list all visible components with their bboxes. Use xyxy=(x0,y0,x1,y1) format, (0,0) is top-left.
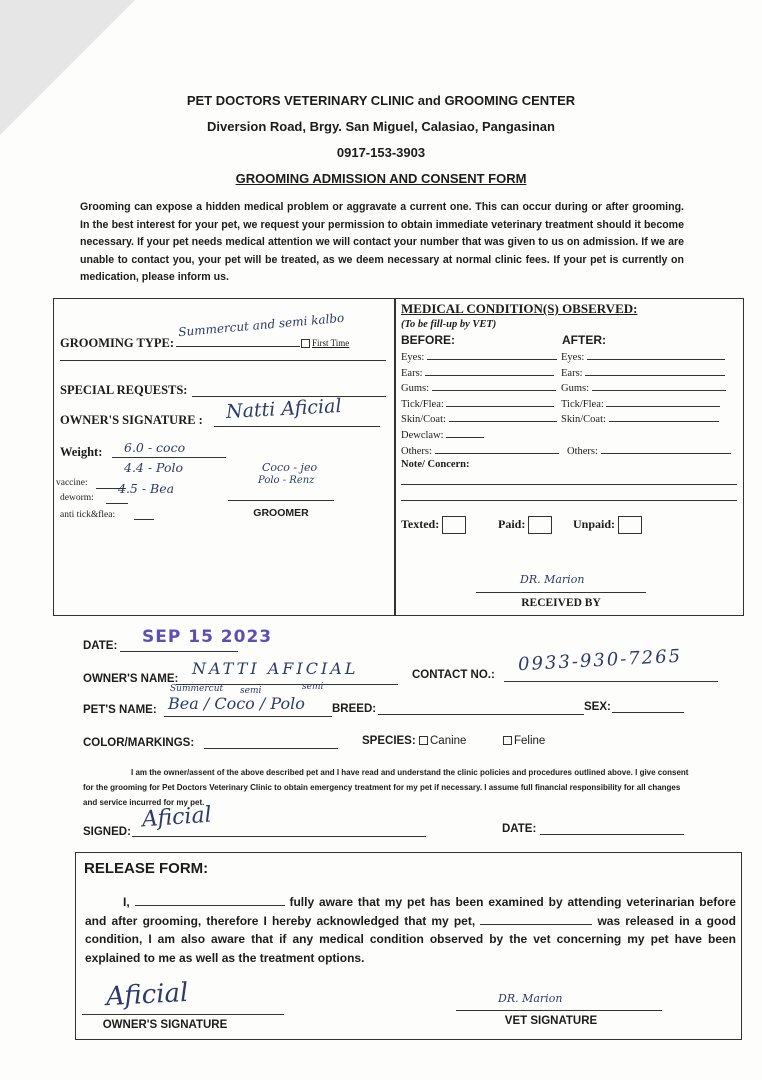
paid-label: Paid: xyxy=(498,516,526,531)
note-label: Note/ Concern: xyxy=(401,459,470,470)
species-label: SPECIES: xyxy=(362,735,416,747)
release-owner-signature: Aficial xyxy=(105,977,190,1013)
antitick-label: anti tick&flea: xyxy=(60,510,116,520)
weight-value-bea: 4.5 - Bea xyxy=(118,481,175,496)
texted-checkbox[interactable] xyxy=(442,516,466,534)
weight-value-polo: 4.4 - Polo xyxy=(124,460,184,475)
scan-corner-fold xyxy=(0,0,135,135)
deworm-label: deworm: xyxy=(60,493,94,503)
feline-checkbox[interactable] xyxy=(503,736,512,745)
date-label: DATE: xyxy=(83,640,118,652)
contact-label: CONTACT NO.: xyxy=(412,669,495,681)
groomer-value-coco: Coco - jeo xyxy=(262,461,318,474)
date-stamp: SEP 15 2023 xyxy=(142,627,273,647)
medical-subtitle: (To be fill-up by VET) xyxy=(401,319,497,330)
signed-line[interactable] xyxy=(132,836,426,837)
owner-name-value: NATTI AFICIAL xyxy=(192,659,359,678)
date2-line[interactable] xyxy=(540,834,684,835)
date2-label: DATE: xyxy=(502,823,537,835)
first-time-label: First Time xyxy=(312,338,350,348)
after-items xyxy=(561,350,731,459)
paid-checkbox[interactable] xyxy=(528,516,552,534)
canine-checkbox[interactable] xyxy=(419,736,428,745)
grooming-extra-line xyxy=(60,360,386,361)
sex-line[interactable] xyxy=(612,712,684,713)
pet-note-2: semi xyxy=(240,686,262,696)
after-label: AFTER: xyxy=(562,333,606,347)
received-signature: DR. Marion xyxy=(520,573,585,586)
before-others: Others: xyxy=(401,444,559,460)
grooming-type-value: Summercut and semi kalbo xyxy=(177,310,345,340)
contact-line[interactable] xyxy=(504,681,718,682)
before-eyes: Eyes: xyxy=(401,350,559,366)
release-pet-line[interactable] xyxy=(480,915,592,925)
note-line-2[interactable] xyxy=(401,500,737,501)
special-requests-label: SPECIAL REQUESTS: xyxy=(60,383,188,397)
release-owner-sig-line[interactable] xyxy=(82,1014,284,1015)
first-time-option[interactable] xyxy=(301,338,349,348)
before-dewclaw: Dewclaw: xyxy=(401,428,559,444)
clinic-phone: 0917-153-3903 xyxy=(336,145,426,160)
texted-option[interactable] xyxy=(401,516,466,534)
vaccine-line[interactable] xyxy=(96,488,126,489)
release-text-2: was released in a good condition, I am also aware that if any medical condition observed by the vet concerning my pet have been explained to me as well as the treatment options. xyxy=(85,913,736,965)
signed-value: Aficial xyxy=(141,802,213,833)
column-divider xyxy=(394,299,396,615)
medical-title: MEDICAL CONDITION(S) OBSERVED: xyxy=(401,301,638,316)
pet-note-3: semi xyxy=(302,682,324,692)
after-ears: Ears: xyxy=(561,366,731,382)
sex-label: SEX: xyxy=(584,701,611,713)
clinic-address: Diversion Road, Brgy. San Miguel, Calasiao, Pangasinan xyxy=(207,119,555,134)
after-skincoat: Skin/Coat: xyxy=(561,412,731,428)
first-time-checkbox[interactable] xyxy=(301,339,310,348)
after-gums: Gums: xyxy=(561,381,731,397)
before-tickflea: Tick/Flea: xyxy=(401,397,559,413)
contact-value: 0933-930-7265 xyxy=(517,645,683,676)
before-ears: Ears: xyxy=(401,366,559,382)
grooming-type-label: GROOMING TYPE: xyxy=(60,336,175,350)
groomer-label: GROOMER xyxy=(253,507,309,519)
release-vet-sig-line[interactable] xyxy=(456,1010,662,1011)
pet-note-1: Summercut xyxy=(170,684,224,694)
pet-name-line[interactable] xyxy=(164,716,332,717)
deworm-line[interactable] xyxy=(106,503,128,504)
pet-name-label: PET'S NAME: xyxy=(83,704,157,716)
release-owner-line[interactable] xyxy=(135,896,285,906)
groomer-line xyxy=(228,500,334,501)
date-line[interactable] xyxy=(120,651,238,652)
release-text-1: fully aware that my pet has been examined by attending veterinarian before and after grooming, therefore I hereby acknowledged that my pet, xyxy=(85,895,736,928)
pet-name-value: Bea / Coco / Polo xyxy=(168,694,305,713)
after-tickflea: Tick/Flea: xyxy=(561,397,731,413)
unpaid-checkbox[interactable] xyxy=(618,516,642,534)
owner-signature-label: OWNER'S SIGNATURE : xyxy=(60,413,203,427)
breed-label: BREED: xyxy=(332,703,377,715)
color-line[interactable] xyxy=(204,748,338,749)
breed-line[interactable] xyxy=(378,714,584,715)
unpaid-label: Unpaid: xyxy=(573,516,616,531)
after-eyes: Eyes: xyxy=(561,350,731,366)
unpaid-option[interactable] xyxy=(573,516,642,534)
before-label: BEFORE: xyxy=(401,333,455,347)
antitick-line[interactable] xyxy=(134,519,154,520)
release-owner-sig-label: OWNER'S SIGNATURE xyxy=(102,1019,228,1031)
weight-value-coco: 6.0 - coco xyxy=(124,440,186,455)
weight-label: Weight: xyxy=(60,445,103,459)
vaccine-label: vaccine: xyxy=(56,478,88,488)
consent-paragraph: I am the owner/assent of the above described pet and I have read and understand the clinic policies and procedures outlined above. I give consent for the grooming for Pet Doctors Veterinary Clinic to obtain emergency treatment for my pet if necessary. I assume full financial responsibility for all changes and service incurred for my pet. xyxy=(83,768,689,807)
groomer-value-polo: Polo - Renz xyxy=(258,475,315,486)
texted-label: Texted: xyxy=(401,516,440,531)
grooming-type-line xyxy=(176,346,300,347)
release-vet-signature: DR. Marion xyxy=(498,992,563,1005)
owner-name-label: OWNER'S NAME: xyxy=(83,673,179,685)
received-label: RECEIVED BY xyxy=(521,597,601,609)
before-gums: Gums: xyxy=(401,381,559,397)
form-title: GROOMING ADMISSION AND CONSENT FORM xyxy=(235,171,527,186)
release-text-i: I, xyxy=(123,895,130,909)
clinic-name: PET DOCTORS VETERINARY CLINIC and GROOMING CENTER xyxy=(186,93,576,108)
note-line-1[interactable] xyxy=(401,484,737,485)
release-vet-sig-label: VET SIGNATURE xyxy=(504,1015,598,1027)
release-paragraph xyxy=(85,893,736,967)
owner-signature-value: Natti Aficial xyxy=(225,394,343,424)
received-line[interactable] xyxy=(476,592,646,593)
weight-line[interactable] xyxy=(112,457,226,458)
canine-label: Canine xyxy=(430,735,467,747)
after-others: Others: xyxy=(561,444,731,460)
paid-option[interactable] xyxy=(498,516,552,534)
owner-signature-line[interactable] xyxy=(214,426,380,427)
intro-paragraph: Grooming can expose a hidden medical problem or aggravate a current one. This can occur during or after grooming. In the best interest for your pet, we request your permission to obtain immediate veterinary treatment should it become necessary. If your pet needs medical attention we will contact your number that was given to us on admission. If we are unable to contact you, your pet will be treated, as we deem necessary at normal clinic fees. If your pet is currently on medication, please inform us. xyxy=(80,201,684,284)
signed-label: SIGNED: xyxy=(83,826,131,838)
before-items xyxy=(401,350,559,459)
feline-label: Feline xyxy=(514,735,546,747)
canine-option[interactable] xyxy=(419,735,466,747)
feline-option[interactable] xyxy=(503,735,545,747)
color-label: COLOR/MARKINGS: xyxy=(83,737,195,749)
before-skincoat: Skin/Coat: xyxy=(401,412,559,428)
release-title: RELEASE FORM: xyxy=(84,860,209,877)
